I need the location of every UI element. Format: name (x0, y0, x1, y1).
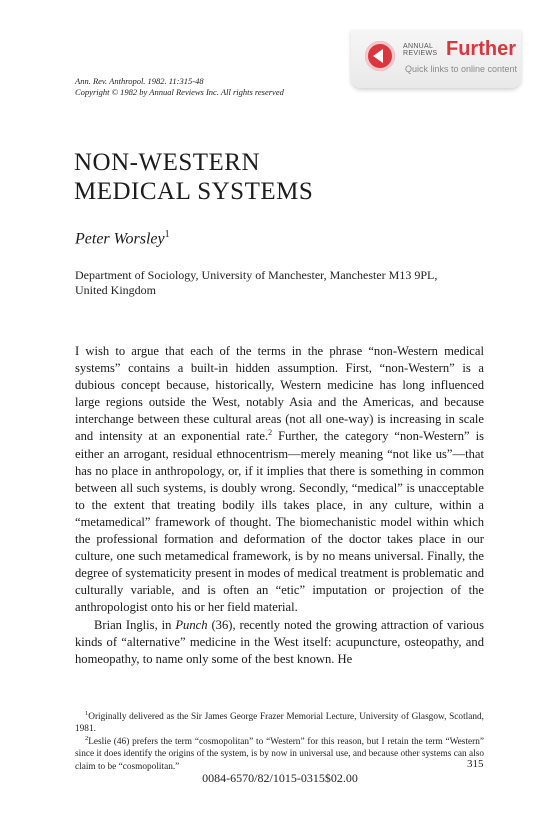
page-number: 315 (467, 758, 484, 770)
quick-links-label: Quick links to online content (405, 64, 518, 74)
article-code: 0084-6570/82/1015-0315$02.00 (202, 771, 358, 785)
author-name: Peter Worsley$^1$ (75, 229, 170, 248)
article-title: NON-WESTERN MEDICAL SYSTEMS (74, 149, 314, 205)
footnotes (75, 711, 484, 773)
annual-reviews-further-badge[interactable] (351, 30, 521, 88)
author-affiliation: Department of Sociology, University of Manchester, Manchester M13 9PL, United Kingdom (75, 268, 438, 297)
article-body (75, 343, 484, 668)
footnote-2: $^2$Leslie (46) prefers the term “cosmopolitan” to “Western” for this reason, but I retain the term “Western” since it does identify the origins of the system, is by now in universal use, and because other systems can also claim to be “cosmopolitan.” (75, 734, 484, 772)
back-arrow-circle-icon (365, 41, 395, 71)
footnote-ref-2[interactable]: 2 (268, 428, 273, 438)
copyright-line: Copyright © 1982 by Annual Reviews Inc. All rights reserved (75, 86, 284, 97)
annual-reviews-wordmark: ANNUAL REVIEWS (403, 43, 438, 57)
body-paragraph: I wish to argue that each of the terms in the phrase “non-Western medical systems” contains a built-in hidden assumption. First, “non-Western” is a dubious concept because, historically, Western medicine has long influenced large regions outside the West, notably Asia and the Americas, and because interchange between these cultural areas (not all one-way) is increasing in scale and intensity at an exponential rate.$^2$ Further, the category “non-Western” is either an arrogant, residual ethnocentrism—merely meaning “not like us”—that has no place in anthropology, or, if it implies that there is something in common between all such systems, is doubly wrong. Secondly, “medical” is unacceptable to the extent that treating bodily ills takes place, in any culture, within a “metamedical” framework of thought. The biomechanistic model within which the professional formation and deformation of the doctor takes place in our culture, one such metamedical framework, is by no means universal. Finally, the degree of systematicity present in modes of medical treatment is problematic and culturally variable, and is often an “etic” imputation or projection of the anthropologist onto his or her field material. (75, 344, 484, 615)
body-paragraph: Brian Inglis, in Punch (36), recently noted the growing attraction of various kinds of “alternative” medicine in the West itself: acupuncture, osteopathy, and homeopathy, to name only some of the best known. He (75, 617, 484, 666)
journal-header (75, 76, 284, 97)
journal-citation: Ann. Rev. Anthropol. 1982. 11:315-48 (75, 76, 204, 86)
footnote-1: $^1$Originally delivered as the Sir James George Frazer Memorial Lecture, University of Glasgow, Scotland, 1981. (75, 709, 484, 735)
further-label: Further (446, 38, 516, 60)
author-footnote-mark[interactable]: 1 (164, 229, 170, 240)
